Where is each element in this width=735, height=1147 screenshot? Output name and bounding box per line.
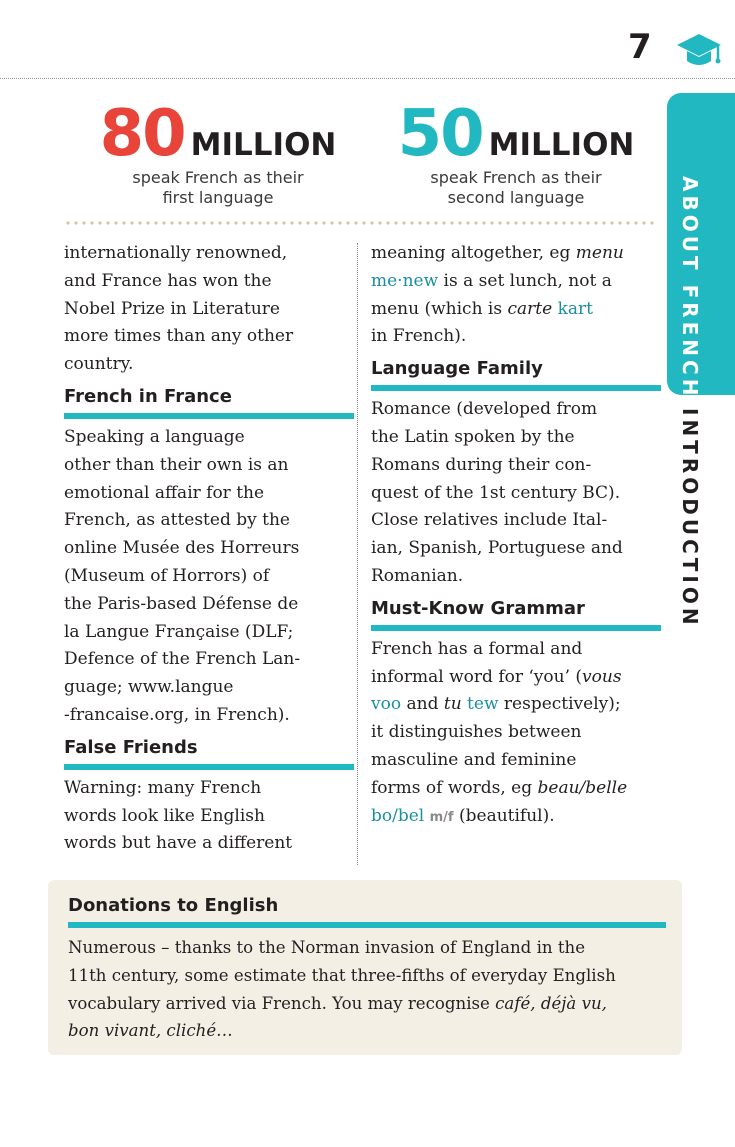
donations-paragraph: Numerous – thanks to the Norman invasion of England in the 11th century, some estimate that three-fifths of everyday English vocabulary arrived via French. You may recognise café, déjà vu, bon vivant, cliché…	[68, 938, 616, 1041]
pronunciation: me·new	[371, 270, 439, 291]
pronunciation: kart	[557, 298, 593, 319]
stat-caption-line: speak French as their	[430, 168, 602, 187]
top-divider	[0, 78, 735, 79]
column-divider	[357, 243, 358, 865]
stat-second-language	[376, 97, 656, 208]
stat-number: 50	[397, 97, 483, 171]
stat-unit: MILLION	[488, 127, 635, 163]
heading-must-know-grammar: Must-Know Grammar	[371, 597, 661, 631]
stat-number: 80	[99, 97, 185, 171]
heading-false-friends: False Friends	[64, 736, 354, 770]
stat-caption-line: first language	[162, 188, 274, 207]
heading-french-in-france: French in France	[64, 385, 354, 419]
dotted-divider	[64, 220, 656, 226]
heading-language-family: Language Family	[371, 357, 661, 391]
stat-caption-line: second language	[447, 188, 585, 207]
grammar-paragraph: French has a formal and informal word for ‘you’ (vous voo and tu tew respectively); it distinguishes between masculine and feminine forms of words, eg beau/belle bo/bel m/f (beautiful).	[371, 638, 628, 826]
stat-first-language	[78, 97, 358, 208]
pronunciation: bo/bel	[371, 805, 425, 826]
heading-donations-to-english: Donations to English	[68, 894, 666, 928]
gender-marker: m/f	[429, 809, 454, 825]
left-column	[64, 240, 354, 858]
french-in-france-paragraph: Speaking a language other than their own is an emotional affair for the French, as attested by the online Musée des Horreurs (Museum of Horrors) of the Paris-based Défense de la Langue Française (DLF; Defence of the French Lan- guage; www.langue -francaise.org, in French).	[64, 426, 301, 725]
section-tab-label: ABOUT FRENCH	[678, 176, 702, 400]
stat-caption-line: speak French as their	[132, 168, 304, 187]
stat-unit: MILLION	[190, 127, 337, 163]
language-family-paragraph: Romance (developed from the Latin spoken by the Romans during their con- quest of the 1st century BC). Close relatives include Ital- ian, Spanish, Portuguese and Romanian.	[371, 399, 623, 586]
pronunciation: voo	[371, 694, 402, 715]
intro-paragraph: internationally renowned, and France has won the Nobel Prize in Literature more times than any other country.	[64, 243, 294, 375]
meaning-paragraph: meaning altogether, eg menu me·new is a set lunch, not a menu (which is carte kart in French).	[371, 243, 624, 347]
graduation-cap-icon	[676, 30, 722, 70]
right-column	[371, 240, 661, 831]
page-number: 7	[628, 27, 652, 67]
donations-box	[48, 880, 682, 1055]
chapter-tab-label: INTRODUCTION	[678, 408, 702, 629]
pronunciation: tew	[467, 694, 499, 715]
false-friends-paragraph: Warning: many French words look like English words but have a different	[64, 777, 293, 854]
